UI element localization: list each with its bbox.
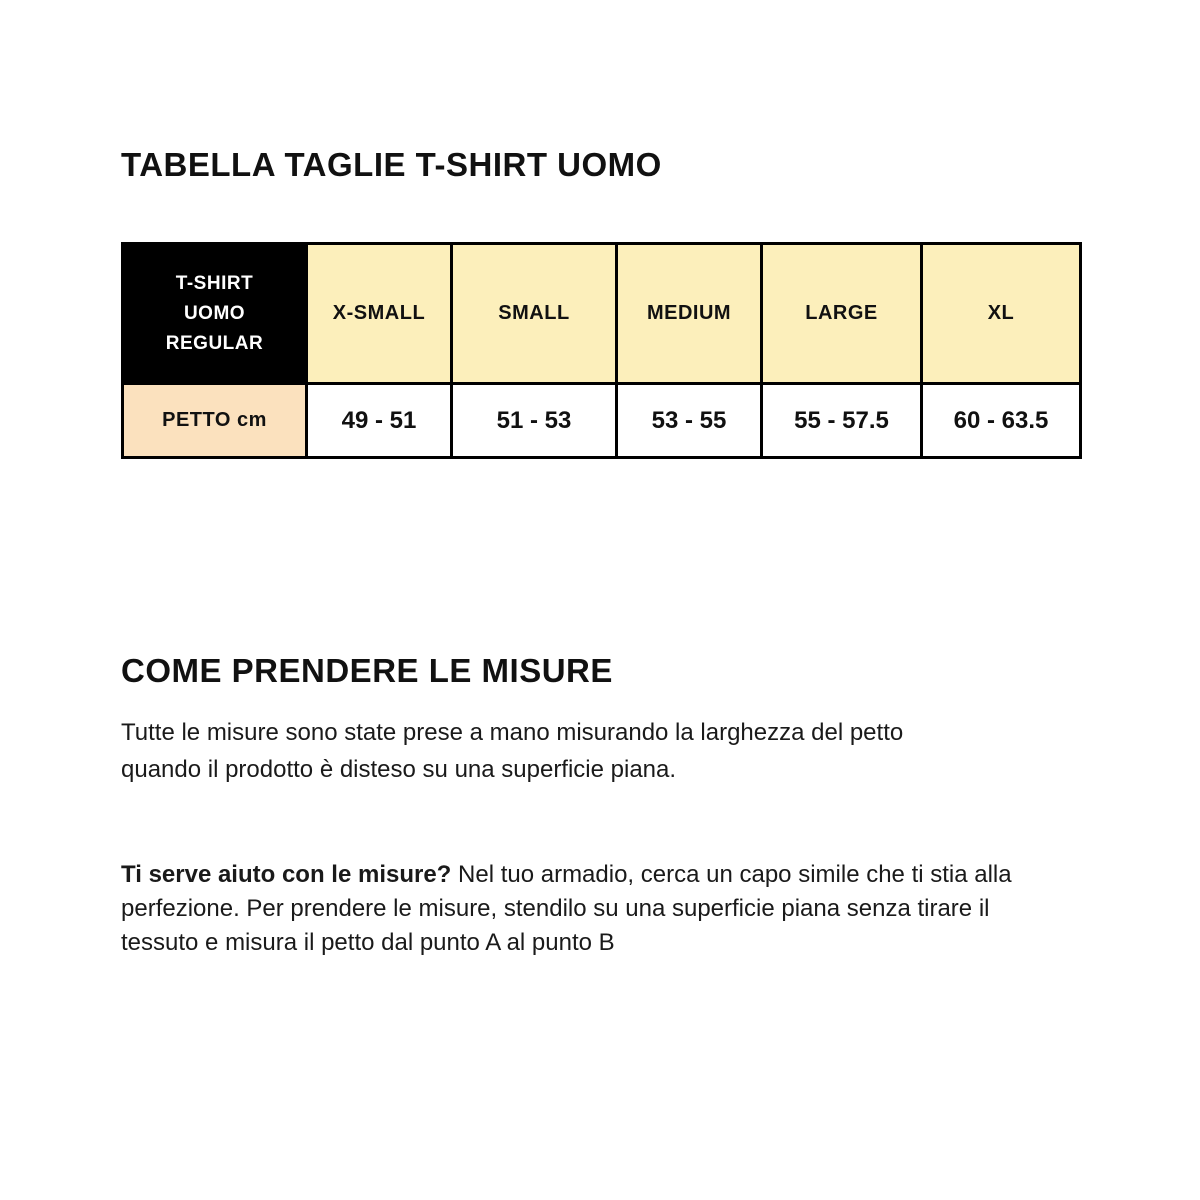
help-line-2: perfezione. Per prendere le misure, stendilo su una superficie piana senza tirare il <box>121 895 990 922</box>
description-line-2: quando il prodotto è disteso su una superficie piana. <box>121 756 677 783</box>
chest-value-xl: 60 - 63.5 <box>922 384 1081 458</box>
size-header-xl: XL <box>922 244 1081 384</box>
chest-value-large: 55 - 57.5 <box>762 384 922 458</box>
measure-description <box>121 714 1111 788</box>
measure-row-label: PETTO cm <box>123 384 307 458</box>
chest-value-small: 51 - 53 <box>452 384 617 458</box>
help-bold-lead: Ti serve aiuto con le misure? <box>121 861 452 888</box>
size-table-header-row <box>123 244 1081 384</box>
chest-value-medium: 53 - 55 <box>617 384 762 458</box>
measure-help <box>121 858 1111 960</box>
size-header-large: LARGE <box>762 244 922 384</box>
chest-measure-row <box>123 384 1081 458</box>
help-line-1 <box>121 858 1111 892</box>
table-corner-header <box>123 244 307 384</box>
corner-line-3: REGULAR <box>165 332 264 354</box>
description-line-1: Tutte le misure sono state prese a mano misurando la larghezza del petto <box>121 719 904 746</box>
page-title: TABELLA TAGLIE T-SHIRT UOMO <box>121 146 662 183</box>
size-header-medium: MEDIUM <box>617 244 762 384</box>
size-header-xsmall: X-SMALL <box>307 244 452 384</box>
help-line-3: tessuto e misura il petto dal punto A al punto B <box>121 929 615 956</box>
help-line-1-rest: Nel tuo armadio, cerca un capo simile che ti stia alla <box>458 861 1012 888</box>
size-table <box>121 242 1082 459</box>
corner-line-2: UOMO <box>183 302 246 324</box>
measure-section-heading: COME PRENDERE LE MISURE <box>121 652 613 689</box>
corner-line-1: T-SHIRT <box>175 272 254 294</box>
size-header-small: SMALL <box>452 244 617 384</box>
chest-value-xsmall: 49 - 51 <box>307 384 452 458</box>
